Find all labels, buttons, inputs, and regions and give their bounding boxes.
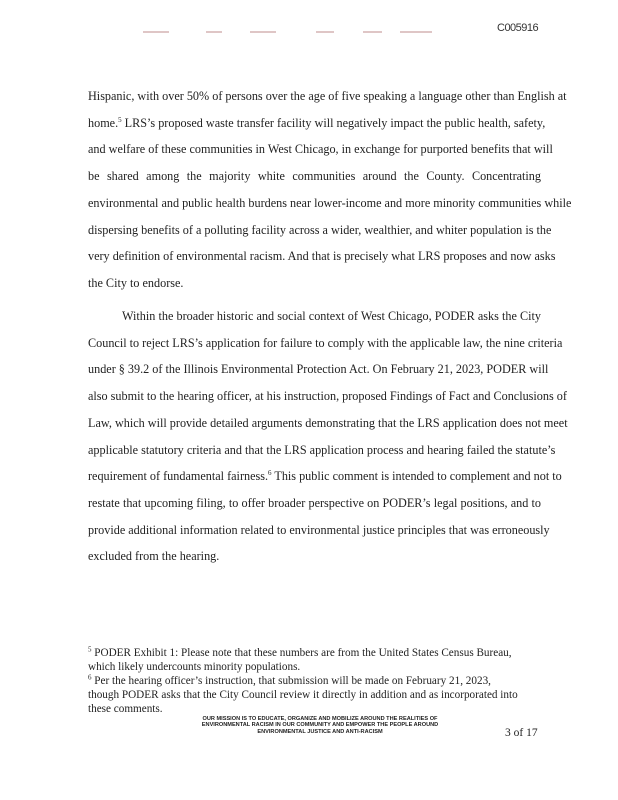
text-line: dispersing benefits of a polluting facility across a wider, wealthier, and whiter population is the xyxy=(88,222,552,237)
text-line: environmental and public health burdens near lower-income and more minority communities while xyxy=(88,195,572,210)
text-line: be shared among the majority white communities around the County. Concentrating xyxy=(88,169,541,184)
text-line: very definition of environmental racism. And that is precisely what LRS proposes and now asks xyxy=(88,249,556,264)
text-line: restate that upcoming filing, to offer broader perspective on PODER’s legal positions, and to xyxy=(88,495,541,510)
page-number: 3 of 17 xyxy=(505,727,538,739)
header-stamp xyxy=(400,31,432,33)
text-line: also submit to the hearing officer, at his instruction, proposed Findings of Fact and Conclusions of xyxy=(88,389,567,404)
header-stamp xyxy=(143,31,169,33)
mission-line: ENVIRONMENTAL RACISM IN OUR COMMUNITY AND EMPOWER THE PEOPLE AROUND xyxy=(201,722,439,729)
text-line: Hispanic, with over 50% of persons over the age of five speaking a language other than English at xyxy=(88,89,567,103)
footnote-ref: 5 xyxy=(118,115,122,124)
text-line: excluded from the hearing. xyxy=(88,549,220,564)
header-stamp xyxy=(250,31,276,33)
footnote-line: $^5$ PODER Exhibit 1: Please note that these numbers are from the United States Census Bureau, xyxy=(88,645,512,659)
footnote-line: $^6$ Per the hearing officer’s instruction, that submission will be made on February 21, 2023, xyxy=(88,673,491,687)
footnote-mark: 5 xyxy=(88,645,92,654)
text-line: Law, which will provide detailed arguments demonstrating that the LRS application does not meet xyxy=(88,415,568,430)
footnote-ref: 6 xyxy=(268,469,272,478)
footnote-line: these comments. xyxy=(88,703,163,715)
footnote-mark: 6 xyxy=(88,673,92,682)
text-line: Council to reject LRS’s application for failure to comply with the applicable law, the nine criteria xyxy=(88,335,563,350)
mission-line: OUR MISSION IS TO EDUCATE, ORGANIZE AND MOBILIZE AROUND THE REALITIES OF xyxy=(202,716,438,722)
footnote-line: which likely undercounts minority populations. xyxy=(88,661,301,673)
text-line: and welfare of these communities in West Chicago, in exchange for purported benefits that will xyxy=(88,142,553,157)
text-line: Within the broader historic and social context of West Chicago, PODER asks the City xyxy=(122,309,541,323)
header-stamp xyxy=(316,31,334,33)
header-stamp xyxy=(363,31,382,33)
text-line: requirement of fundamental fairness.$^6$ This public comment is intended to complement and not to xyxy=(88,469,562,484)
text-line: applicable statutory criteria and that the LRS application process and hearing failed the statute’s xyxy=(88,442,556,457)
text-line: provide additional information related to environmental justice principles that was erroneously xyxy=(88,522,550,537)
text-line: the City to endorse. xyxy=(88,275,184,290)
mission-line: ENVIRONMENTAL JUSTICE AND ANTI-RACISM xyxy=(257,728,383,735)
text-line: home.$^5$ LRS’s proposed waste transfer facility will negatively impact the public health, safety, xyxy=(88,115,546,130)
bates-number: C005916 xyxy=(497,22,539,34)
header-stamp xyxy=(206,31,222,33)
mission-statement xyxy=(170,716,470,735)
footnote-line: though PODER asks that the City Council review it directly in addition and as incorporated into xyxy=(88,689,518,701)
text-line: under § 39.2 of the Illinois Environmental Protection Act. On February 21, 2023, PODER will xyxy=(88,362,549,377)
